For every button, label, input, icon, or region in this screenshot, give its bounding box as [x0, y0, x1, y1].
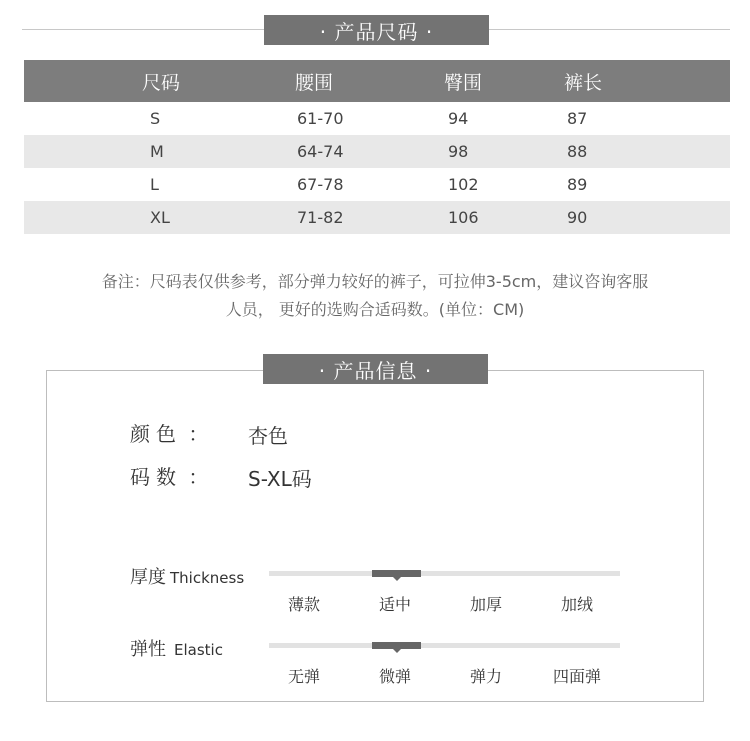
elasticity-track [269, 643, 620, 648]
size-note-line-1: 备注：尺码表仅供参考，部分弹力较好的裤子，可拉伸3-5cm，建议咨询客服 [101, 272, 649, 291]
cell-hip: 102 [448, 175, 479, 194]
size-range-label: 码数 [130, 465, 182, 489]
color-row [130, 418, 208, 447]
table-row [24, 102, 730, 135]
cell-length: 89 [567, 175, 588, 194]
size-range-row [130, 461, 208, 490]
size-range-value: S-XL码 [248, 467, 312, 491]
elasticity-option: 四面弹 [552, 667, 601, 686]
elasticity-option: 微弹 [378, 667, 411, 686]
thickness-track [269, 571, 620, 576]
thickness-option: 加绒 [560, 595, 593, 614]
thickness-label-en: Thickness [170, 569, 245, 587]
cell-waist: 71-82 [297, 208, 344, 227]
header-hip: 臀围 [444, 71, 483, 94]
cell-hip: 94 [448, 109, 469, 128]
size-table [24, 60, 730, 234]
color-label: 颜色 [130, 422, 182, 446]
table-row [24, 135, 730, 168]
thickness-label [130, 563, 244, 589]
size-range-separator: ： [188, 465, 209, 489]
thickness-selected-marker [372, 570, 421, 577]
color-value: 杏色 [248, 424, 288, 448]
elasticity-label-en: Elastic [174, 641, 223, 659]
cell-size: XL [150, 208, 170, 227]
elasticity-selected-marker [372, 642, 421, 649]
header-length: 裤长 [564, 71, 603, 94]
cell-size: L [150, 175, 159, 194]
thickness-label-cn: 厚度 [130, 567, 166, 588]
size-note [40, 268, 710, 324]
thickness-option: 加厚 [469, 595, 502, 614]
size-section-title: · 产品尺码 · [264, 15, 489, 45]
cell-length: 87 [567, 109, 588, 128]
size-note-line-2: 人员， 更好的选购合适码数。(单位：CM) [225, 300, 525, 319]
info-section-title: · 产品信息 · [263, 354, 488, 384]
thickness-option: 薄款 [287, 595, 320, 614]
cell-size: S [150, 109, 161, 128]
elasticity-label [130, 635, 223, 661]
cell-hip: 98 [448, 142, 469, 161]
header-waist: 腰围 [295, 71, 334, 94]
elasticity-option: 弹力 [469, 667, 502, 686]
table-row [24, 168, 730, 201]
cell-length: 90 [567, 208, 588, 227]
cell-waist: 61-70 [297, 109, 344, 128]
cell-length: 88 [567, 142, 588, 161]
elasticity-option: 无弹 [287, 667, 320, 686]
cell-waist: 67-78 [297, 175, 344, 194]
cell-hip: 106 [448, 208, 479, 227]
cell-waist: 64-74 [297, 142, 344, 161]
cell-size: M [150, 142, 164, 161]
elasticity-label-cn: 弹性 [130, 639, 166, 660]
table-row [24, 201, 730, 234]
header-size: 尺码 [142, 71, 181, 94]
size-table-header [24, 60, 730, 102]
color-separator: ： [188, 422, 209, 446]
thickness-option: 适中 [378, 595, 411, 614]
